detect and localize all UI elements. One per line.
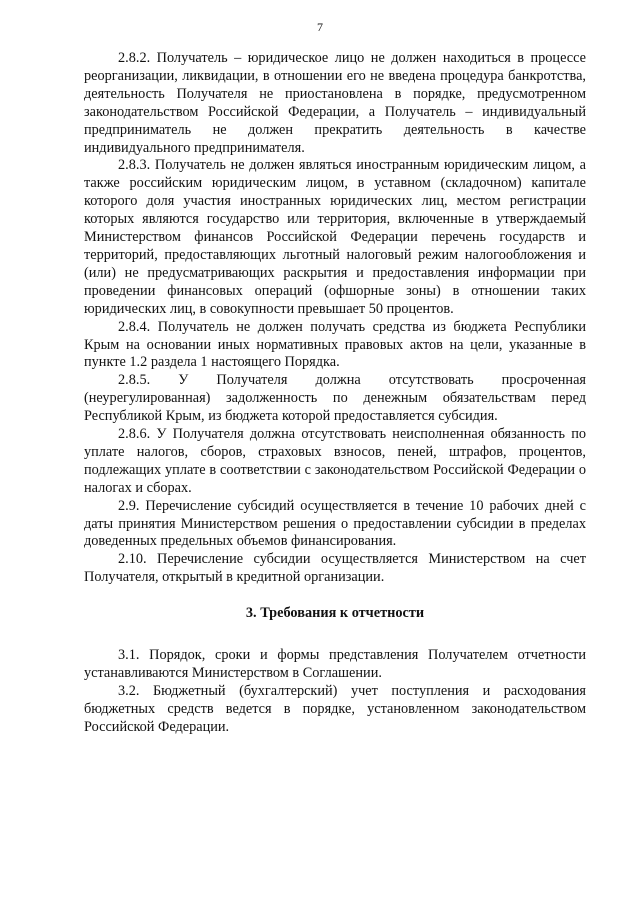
paragraph-2-8-6: 2.8.6. У Получателя должна отсутствовать неисполненная обязанность по уплате налогов, сборов, страховых взносов, пеней, штрафов, процентов, подлежащих уплате в соответствии с законодательством Российской Федерации о налогах и сборах. (84, 426, 586, 496)
paragraph-2-8-2: 2.8.2. Получатель – юридическое лицо не должен находиться в процессе реорганизации, ликвидации, в отношении его не введена процедура банкротства, деятельность Получателя не приостановлена в порядке, предусмотренном законодательством Российской Федерации, а Получатель – индивидуальный предприниматель не должен прекратить деятельность в качестве индивидуального предпринимателя. (84, 50, 586, 156)
document-body (84, 50, 586, 737)
paragraph-3-2: 3.2. Бюджетный (бухгалтерский) учет поступления и расходования бюджетных средств ведется в порядке, установленном законодательством Российской Федерации. (84, 682, 586, 735)
page-number: 7 (317, 20, 323, 34)
paragraph-2-10: 2.10. Перечисление субсидии осуществляется Министерством на счет Получателя, открытый в кредитной организации. (84, 551, 586, 586)
paragraph-3-1: 3.1. Порядок, сроки и формы представления Получателем отчетности устанавливаются Министерством в Соглашении. (84, 647, 586, 681)
paragraph-2-9: 2.9. Перечисление субсидий осуществляется в течение 10 рабочих дней с даты принятия Министерством решения о предоставлении субсидии в пределах доведенных предельных объемов финансирования. (84, 497, 586, 550)
paragraph-2-8-5: 2.8.5. У Получателя должна отсутствовать просроченная (неурегулированная) задолженность по денежным обязательствам перед Республикой Крым, из бюджета которой предоставляется субсидия. (84, 372, 586, 425)
paragraph-2-8-4: 2.8.4. Получатель не должен получать средства из бюджета Республики Крым на основании иных нормативных правовых актов на цели, указанные в пункте 1.2 раздела 1 настоящего Порядка. (84, 318, 586, 371)
section-3-heading: 3. Требования к отчетности (245, 605, 425, 622)
paragraph-2-8-3: 2.8.3. Получатель не должен являться иностранным юридическим лицом, а также российским юридическим лицом, в уставном (складочном) капитале которого доля участия иностранных юридических лиц, местом регистрации которых являются государство или территория, включенные в утверждаемый Министерством финансов Российской Федерации перечень государств и территорий, предоставляющих льготный налоговый режим налогообложения и (или) не предусматривающих раскрытия и предоставления информации при проведении финансовых операций (офшорные зоны) в отношении таких юридических лиц, в совокупности превышает 50 процентов. (84, 157, 586, 317)
